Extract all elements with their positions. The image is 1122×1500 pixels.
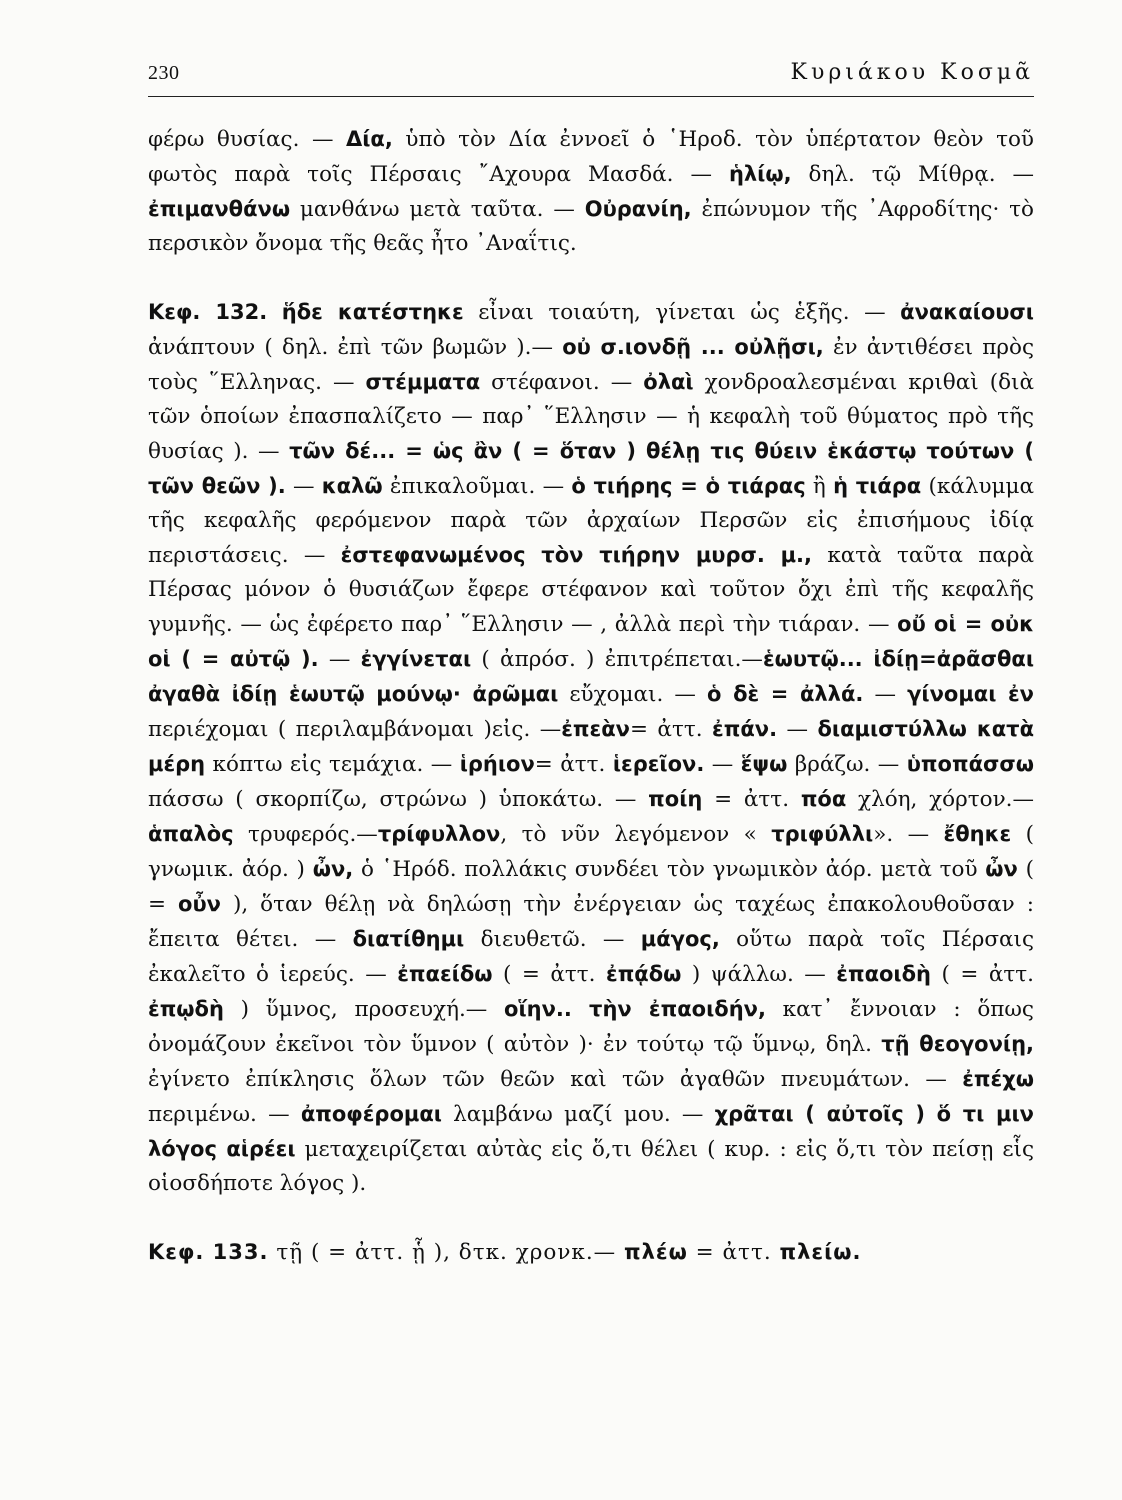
- running-head: Κυριάκου Κοσμᾶ: [790, 60, 1034, 85]
- gloss-text: ἢ: [805, 474, 834, 499]
- body-text: [148, 122, 1034, 1270]
- gloss-text: = ἀττ.: [629, 717, 713, 742]
- lemma-term: ποίη: [648, 787, 703, 811]
- gloss-text: πάσσω ( σκορπίζω, στρώνω ) ὑποκάτω. —: [148, 787, 649, 812]
- gloss-text: [267, 300, 282, 325]
- gloss-text: βράζω. —: [787, 752, 907, 777]
- lemma-term: Κεφ. 133.: [148, 1240, 269, 1264]
- gloss-text: (κάλυμμα τῆς κεφαλῆς φερόμενον παρὰ τῶν ἀρχαίων Περσῶν εἰς ἐπισήμους ἰδίᾳ περιστάσεις. —: [148, 474, 1035, 568]
- gloss-text: τρυφερός.—: [233, 822, 378, 847]
- gloss-text: —: [777, 717, 818, 742]
- gloss-text: —: [318, 647, 361, 672]
- paragraph-chapter-132: [148, 295, 1034, 1201]
- lemma-term: ἐπιμανθάνω: [148, 197, 291, 221]
- gloss-text: ( =: [148, 857, 1034, 917]
- lemma-term: γίνομαι ἐν: [907, 682, 1034, 706]
- lemma-term: τῇ θεογονίῃ,: [881, 1032, 1035, 1056]
- gloss-text: κόπτω εἰς τεμάχια. —: [205, 752, 460, 777]
- gloss-text: χλόη, χόρτον.—: [846, 787, 1034, 812]
- lemma-term: ἐπᾴδω: [606, 962, 682, 986]
- lemma-term: ἡλίῳ,: [728, 162, 792, 186]
- lemma-term: ὁ τιήρης = ὁ τιάρας: [571, 474, 806, 498]
- lemma-term: ἐπαείδω: [397, 962, 493, 986]
- lemma-term: πλέω: [624, 1240, 688, 1264]
- lemma-term: ἥδε κατέστηκε: [281, 300, 464, 324]
- lemma-term: ἀποφέρομαι: [300, 1102, 442, 1126]
- gloss-text: εἶναι τοιαύτη, γίνεται ὡς ἑξῆς. —: [463, 300, 901, 325]
- lemma-term: διατίθημι: [352, 927, 465, 951]
- page-number: 230: [148, 62, 180, 84]
- gloss-text: ὑπὸ τὸν Δία ἐννοεῖ ὁ ῾Ηροδ. τὸν ὑπέρτατον θεὸν τοῦ φωτὸς παρὰ τοῖς Πέρσαις ῎Αχουρα Μασδά. —: [148, 127, 1034, 187]
- lemma-term: ἔθηκε: [943, 822, 1012, 846]
- gloss-text: = ἀττ.: [687, 1240, 780, 1265]
- gloss-text: , τὸ νῦν λεγόμενον «: [500, 822, 772, 847]
- lemma-term: μάγος,: [640, 927, 720, 951]
- gloss-text: δηλ. τῷ Μίθρᾳ. —: [791, 162, 1034, 187]
- gloss-text: ». —: [873, 822, 944, 847]
- lemma-term: ἱερεῖον.: [612, 752, 705, 776]
- page-header: [148, 56, 1034, 97]
- gloss-text: ), ὅταν θέλῃ νὰ δηλώσῃ τὴν ἐνέργειαν ὡς ταχέως ἐπακολουθοῦσαν : ἔπειτα θέτει. —: [148, 892, 1034, 952]
- lemma-term: ὁ δὲ = ἀλλά.: [707, 682, 864, 706]
- lemma-term: Δία,: [346, 127, 393, 151]
- gloss-text: κατὰ ταῦτα παρὰ Πέρσας μόνον ὁ θυσιάζων ἔφερε στέφανον καὶ τοῦτον ὄχι ἐπὶ τῆς κεφαλῆς γυμνῆς. — ὡς ἐφέρετο παρ᾿ ῞Ελλησιν — , ἀλλὰ περὶ τὴν τιάραν. —: [148, 543, 1034, 637]
- lemma-term: ἐπεὰν: [561, 717, 630, 741]
- lemma-term: ἐπῳδὴ: [148, 997, 224, 1021]
- lemma-term: χρᾶται ( αὐτοῖς ) ὅ τι μιν λόγος αἱρέει: [148, 1102, 1034, 1161]
- lemma-term: ἡ τιάρα: [833, 474, 922, 498]
- gloss-text: ( ἀπρόσ. ) ἐπιτρέπεται.—: [471, 647, 763, 672]
- gloss-text: οὕτω παρὰ τοῖς Πέρσαις ἐκαλεῖτο ὁ ἱερεύς. —: [148, 927, 1035, 987]
- lemma-term: ἐγγίνεται: [360, 647, 472, 671]
- gloss-text: κατ᾿ ἔννοιαν : ὅπως ὀνομάζουν ἐκεῖνοι τὸν ὕμνον ( αὐτὸν )· ἐν τούτῳ τῷ ὕμνῳ, δηλ.: [148, 997, 1034, 1057]
- lemma-term: καλῶ: [321, 474, 383, 498]
- lemma-term: Οὐρανίη,: [584, 197, 692, 221]
- lemma-term: ἐπέχω: [962, 1067, 1034, 1091]
- lemma-term: ἱρήιον: [459, 752, 535, 776]
- lemma-term: διαμιστύλλω κατὰ μέρη: [148, 717, 1034, 776]
- gloss-text: χονδροαλεσμέναι κριθαὶ (διὰ τῶν ὁποίων ἐπασπαλίζετο — παρ᾿ ῞Ελλησιν — ἡ κεφαλὴ τοῦ θύματος πρὸ τῆς θυσίας ). —: [148, 370, 1034, 464]
- gloss-text: φέρω θυσίας. —: [148, 127, 346, 152]
- gloss-text: —: [863, 682, 908, 707]
- gloss-text: μεταχειρίζεται αὐτὰς εἰς ὅ,τι θέλει ( κυρ. : εἰς ὅ,τι τὸν πείσῃ εἷς οἱοσδήποτε λόγος ).: [148, 1137, 1034, 1196]
- lemma-term: οὐ σ.ιονδῇ ... οὐλῇσι,: [562, 335, 824, 359]
- gloss-text: περιμένω. —: [148, 1102, 301, 1127]
- lemma-term: ὦν: [985, 857, 1018, 881]
- gloss-text: —: [285, 474, 322, 499]
- paragraph-gods: [148, 122, 1034, 261]
- gloss-text: ὁ ῾Ηρόδ. πολλάκις συνδέει τὸν γνωμικὸν ἀόρ. μετὰ τοῦ: [353, 857, 986, 882]
- paragraph-chapter-133: [148, 1235, 1034, 1270]
- lemma-term: τριφύλλι: [771, 822, 874, 846]
- lemma-term: τρίφυλλον: [377, 822, 501, 846]
- lemma-term: ἁπαλὸς: [148, 822, 234, 846]
- gloss-text: ἐγίνετο ἐπίκλησις ὅλων τῶν θεῶν καὶ τῶν ἀγαθῶν πνευμάτων. —: [148, 1067, 963, 1092]
- lemma-term: ἕψω: [740, 752, 788, 776]
- gloss-text: στέφανοι. —: [480, 370, 644, 395]
- gloss-text: λαμβάνω μαζί μου. —: [441, 1102, 715, 1127]
- lemma-term: ὑποπάσσω: [906, 752, 1034, 776]
- lemma-term: ὦν,: [312, 857, 354, 881]
- lemma-term: οὖν: [178, 892, 221, 916]
- lemma-term: πλείω.: [779, 1240, 862, 1264]
- gloss-text: ( γνωμικ. ἀόρ. ): [148, 822, 1034, 882]
- gloss-text: εὔχομαι. —: [558, 682, 708, 707]
- lemma-term: ἐστεφανωμένος τὸν τιήρην μυρσ. μ.,: [340, 543, 813, 567]
- gloss-text: ) ὕμνος, προσευχή.—: [223, 997, 505, 1022]
- lemma-term: τῶν δέ... = ὡς ἂν ( = ὅταν ) θέλῃ τις θύειν ἑκάστῳ τούτων ( τῶν θεῶν ).: [148, 439, 1034, 498]
- lemma-term: ἀνακαίουσι: [900, 300, 1034, 324]
- gloss-text: ἐπικαλοῦμαι. —: [382, 474, 572, 499]
- lemma-term: πόα: [800, 787, 847, 811]
- gloss-text: ἐπώνυμον τῆς ᾿Αφροδίτης· τὸ περσικὸν ὄνομα τῆς θεᾶς ἦτο ᾿Αναΐτις.: [148, 197, 1034, 256]
- gloss-text: ) ψάλλω. —: [681, 962, 837, 987]
- gloss-text: ἀνάπτουν ( δηλ. ἐπὶ τῶν βωμῶν ).—: [148, 335, 563, 360]
- lemma-term: ὀλαὶ: [643, 370, 694, 394]
- gloss-text: μανθάνω μετὰ ταῦτα. —: [290, 197, 585, 222]
- gloss-text: ( = ἀττ.: [492, 962, 606, 987]
- gloss-text: διευθετῶ. —: [464, 927, 641, 952]
- gloss-text: = ἀττ.: [702, 787, 801, 812]
- gloss-text: τῇ ( = ἀττ. ᾗ ), δτκ. χρονκ.—: [268, 1240, 624, 1265]
- gloss-text: = ἀττ.: [534, 752, 613, 777]
- lemma-term: ἐπαοιδὴ: [836, 962, 931, 986]
- lemma-term: οὔ οἱ = οὐκ οἱ ( = αὐτῷ ).: [148, 612, 1034, 671]
- gloss-text: ἐν ἀντιθέσει πρὸς τοὺς ῞Ελληνας. —: [148, 335, 1034, 395]
- lemma-term: Κεφ. 132.: [148, 300, 268, 324]
- gloss-text: περιέχομαι ( περιλαμβάνομαι )εἰς. —: [148, 717, 562, 742]
- lemma-term: οἵην.. τὴν ἐπαοιδήν,: [504, 997, 766, 1021]
- lemma-term: στέμματα: [365, 370, 481, 394]
- gloss-text: —: [704, 752, 741, 777]
- lemma-term: ἐπάν.: [712, 717, 778, 741]
- gloss-text: ( = ἀττ.: [930, 962, 1034, 987]
- lemma-term: ἑωυτῷ... ἰδίῃ=ἀρᾶσθαι ἀγαθὰ ἰδίῃ ἑωυτῷ μούνῳ· ἀρῶμαι: [148, 647, 1035, 706]
